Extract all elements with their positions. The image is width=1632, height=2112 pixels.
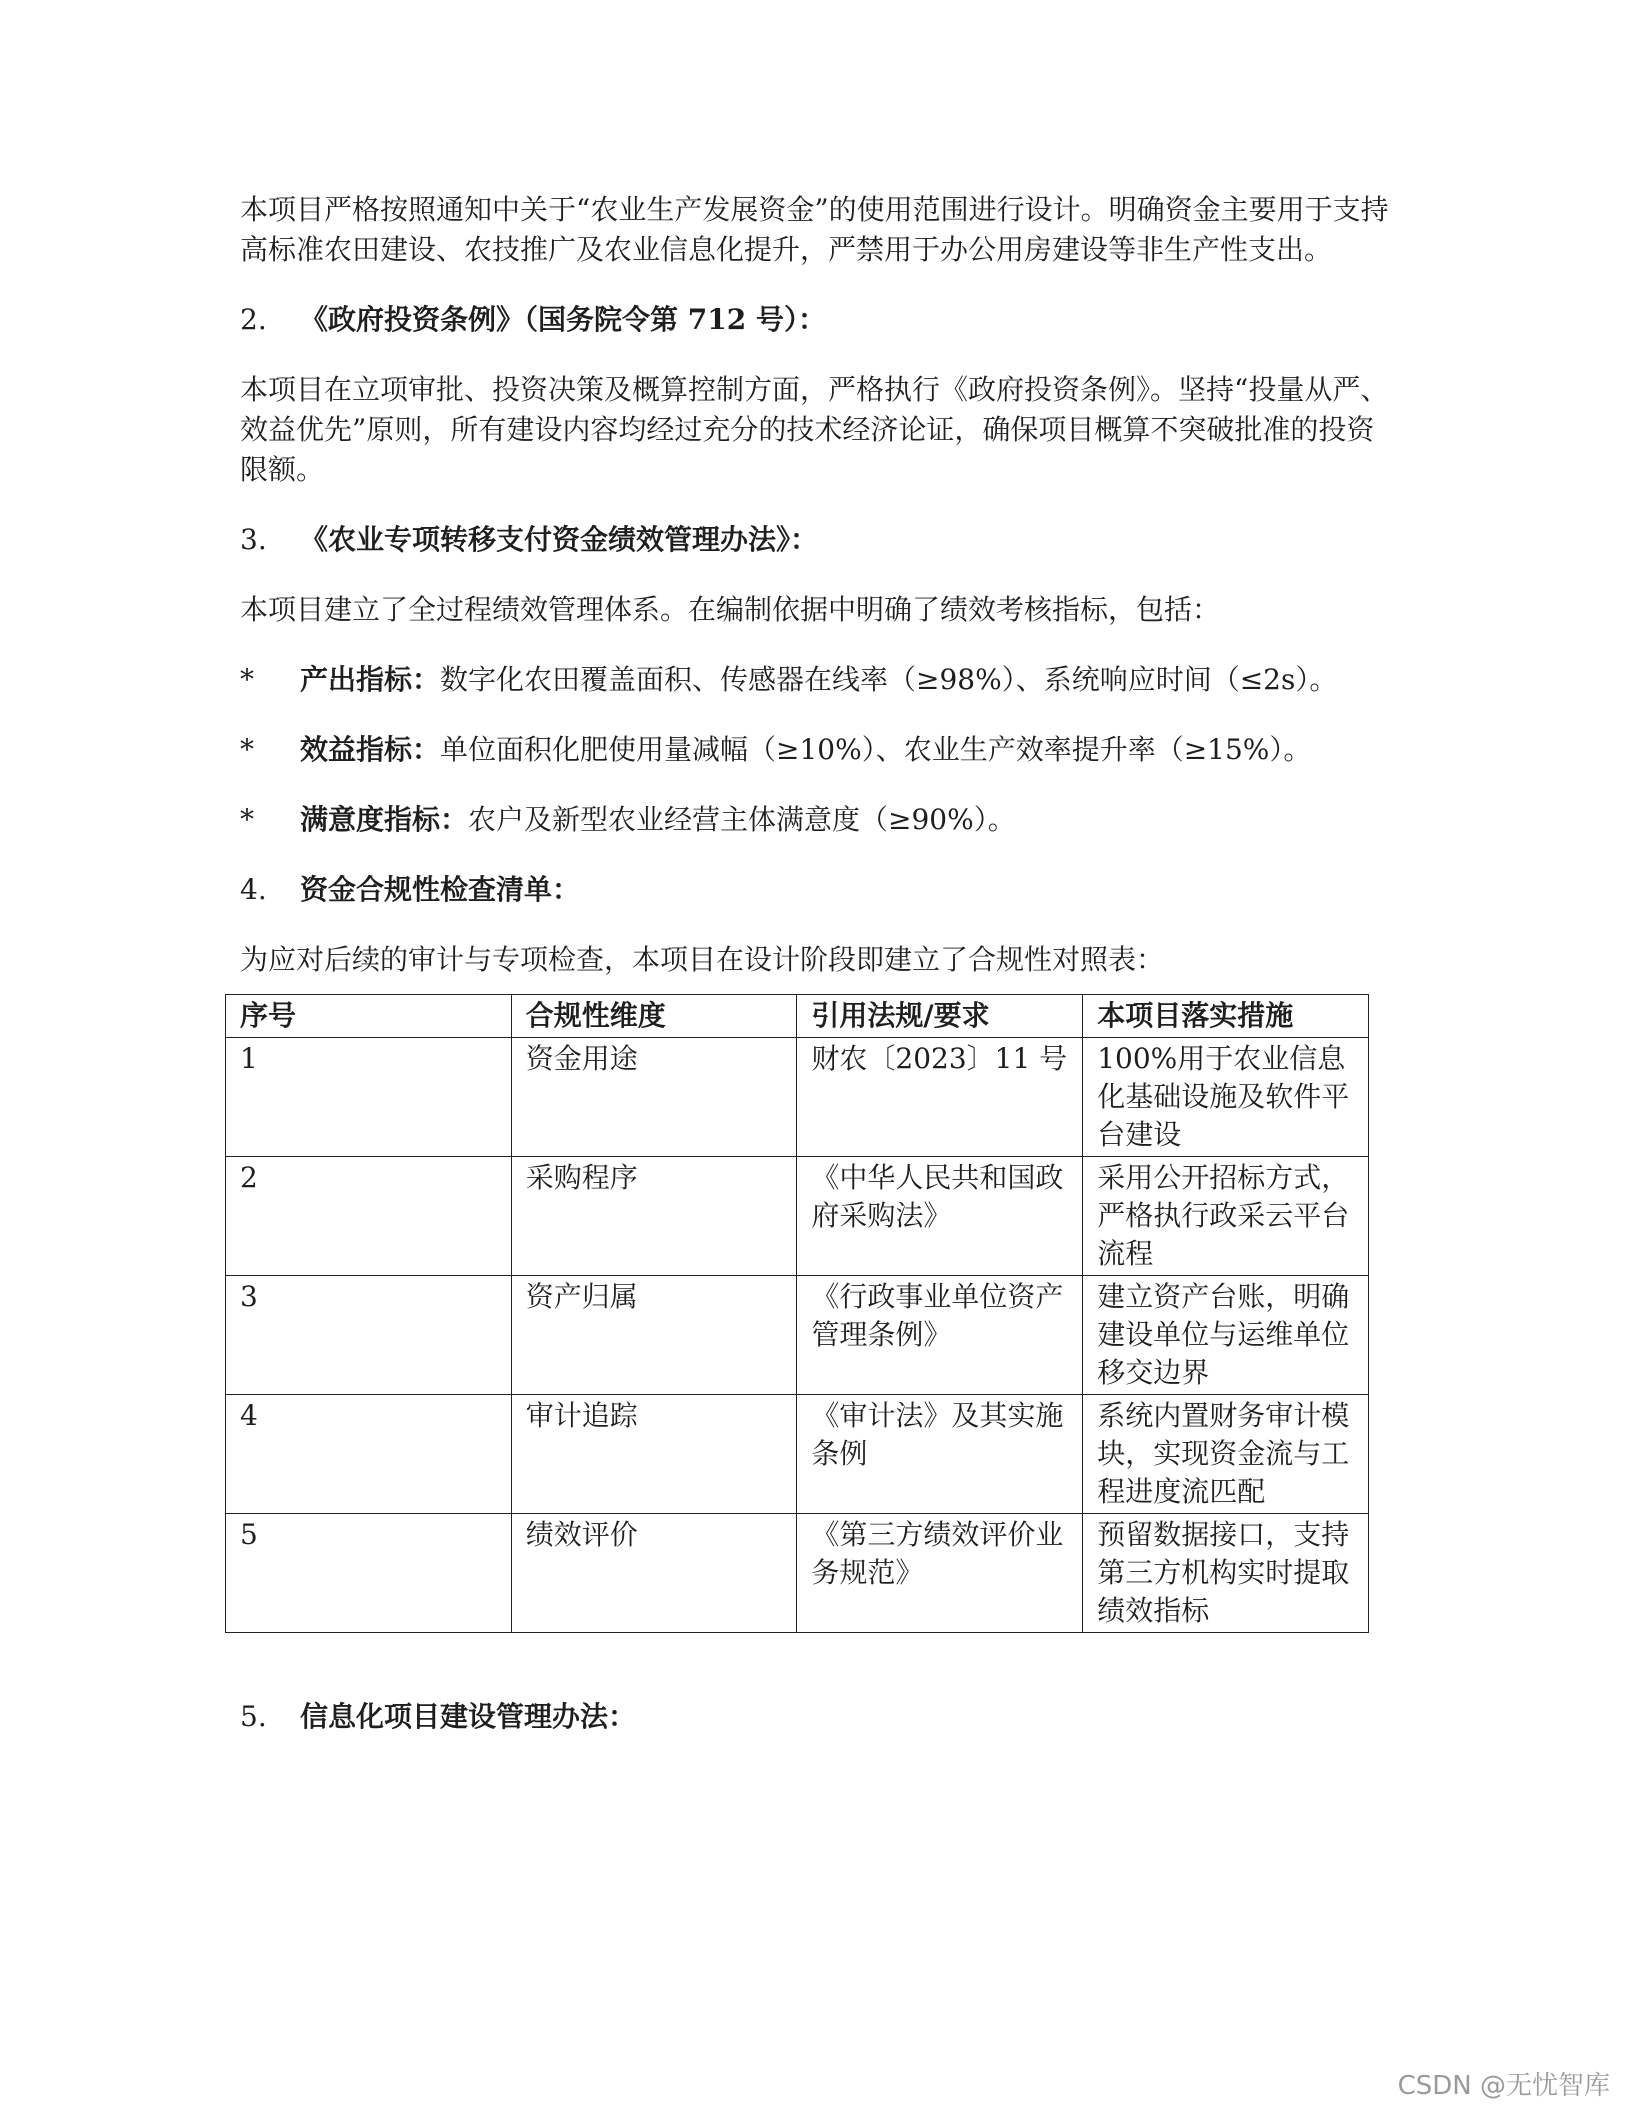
table-row: [226, 1157, 1369, 1276]
heading-4-text: 资金合规性检查清单：: [300, 873, 581, 906]
paragraph-investment: 本项目在立项审批、投资决策及概算控制方面，严格执行《政府投资条例》。坚持“投量从严、效益优先”原则，所有建设内容均经过充分的技术经济论证，确保项目概算不突破批准的投资限额。: [240, 373, 1389, 486]
cell-measure: 预留数据接口，支持第三方机构实时提取绩效指标: [1083, 1514, 1369, 1633]
bullet-text: 单位面积化肥使用量减幅（≥10%）、农业生产效率提升率（≥15%）。: [440, 733, 1312, 766]
bullet-text: 数字化农田覆盖面积、传感器在线率（≥98%）、系统响应时间（≤2s）。: [440, 663, 1338, 696]
table-header-row: [226, 995, 1369, 1038]
heading-5-text: 信息化项目建设管理办法：: [300, 1700, 637, 1733]
watermark: CSDN @无忧智库: [1397, 2071, 1610, 2101]
table-row: [226, 1038, 1369, 1157]
bullet-marker: *: [240, 803, 254, 836]
cell-index: 5: [226, 1514, 512, 1633]
cell-index: 2: [226, 1157, 512, 1276]
paragraph-compliance-intro: 为应对后续的审计与专项检查，本项目在设计阶段即建立了合规性对照表：: [240, 943, 1165, 976]
heading-3-number: 3.: [240, 523, 267, 556]
bullet-marker: *: [240, 733, 254, 766]
bullet-benefit: [240, 730, 1390, 770]
paragraph-performance: 本项目建立了全过程绩效管理体系。在编制依据中明确了绩效考核指标，包括：: [240, 593, 1221, 626]
heading-5-number: 5.: [240, 1700, 267, 1733]
cell-regulation: 《审计法》及其实施条例: [797, 1395, 1083, 1514]
heading-2-number: 2.: [240, 303, 267, 336]
heading-2-text: 《政府投资条例》（国务院令第 712 号）：: [300, 303, 826, 336]
cell-dimension: 资产归属: [511, 1276, 797, 1395]
cell-measure: 100%用于农业信息化基础设施及软件平台建设: [1083, 1038, 1369, 1157]
cell-dimension: 资金用途: [511, 1038, 797, 1157]
cell-index: 3: [226, 1276, 512, 1395]
table-row: [226, 1514, 1369, 1633]
header-regulation: 引用法规/要求: [797, 995, 1083, 1038]
header-dimension: 合规性维度: [511, 995, 797, 1038]
cell-dimension: 绩效评价: [511, 1514, 797, 1633]
cell-measure: 采用公开招标方式，严格执行政采云平台流程: [1083, 1157, 1369, 1276]
document-page: [240, 190, 1390, 1767]
table-row: [226, 1276, 1369, 1395]
cell-index: 1: [226, 1038, 512, 1157]
cell-measure: 系统内置财务审计模块，实现资金流与工程进度流匹配: [1083, 1395, 1369, 1514]
heading-4-number: 4.: [240, 873, 267, 906]
table-row: [226, 1395, 1369, 1514]
heading-5: [240, 1697, 1390, 1737]
bullet-satisfaction: [240, 800, 1390, 840]
heading-4: [240, 870, 1390, 910]
heading-3-text: 《农业专项转移支付资金绩效管理办法》：: [300, 523, 819, 556]
cell-dimension: 采购程序: [511, 1157, 797, 1276]
paragraph-funding-scope: 本项目严格按照通知中关于“农业生产发展资金”的使用范围进行设计。明确资金主要用于支持高标准农田建设、农技推广及农业信息化提升，严禁用于办公用房建设等非生产性支出。: [240, 193, 1389, 266]
cell-index: 4: [226, 1395, 512, 1514]
bullet-output: [240, 660, 1390, 700]
cell-dimension: 审计追踪: [511, 1395, 797, 1514]
cell-regulation: 《中华人民共和国政府采购法》: [797, 1157, 1083, 1276]
bullet-label: 满意度指标：: [300, 803, 469, 836]
bullet-text: 农户及新型农业经营主体满意度（≥90%）。: [468, 803, 1016, 836]
bullet-marker: *: [240, 663, 254, 696]
cell-regulation: 财农〔2023〕11 号: [797, 1038, 1083, 1157]
header-measure: 本项目落实措施: [1083, 995, 1369, 1038]
cell-regulation: 《第三方绩效评价业务规范》: [797, 1514, 1083, 1633]
bullet-label: 产出指标：: [300, 663, 441, 696]
heading-2: [240, 300, 1390, 340]
heading-3: [240, 520, 1390, 560]
compliance-table: [225, 994, 1369, 1633]
cell-regulation: 《行政事业单位资产管理条例》: [797, 1276, 1083, 1395]
cell-measure: 建立资产台账，明确建设单位与运维单位移交边界: [1083, 1276, 1369, 1395]
bullet-label: 效益指标：: [300, 733, 441, 766]
header-index: 序号: [226, 995, 512, 1038]
